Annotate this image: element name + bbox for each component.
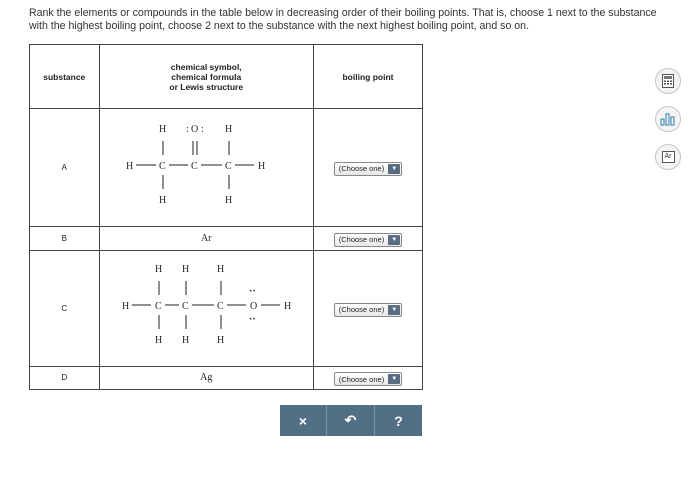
boiling-point-table — [29, 44, 423, 390]
side-tools — [655, 68, 681, 182]
rank-select-a[interactable] — [334, 162, 402, 176]
atom-h: H — [159, 123, 167, 135]
header-structure-line2: chemical formula — [171, 71, 242, 82]
table-row — [30, 109, 423, 226]
periodic-table-icon: Ar — [662, 151, 675, 163]
propanol-lewis-structure — [116, 256, 296, 356]
atom-c: C — [225, 160, 232, 172]
dropdown-arrow-icon: ▼ — [388, 164, 400, 174]
atom-h: H — [182, 263, 190, 275]
dropdown-arrow-icon: ▼ — [388, 235, 400, 245]
table-row — [30, 366, 423, 389]
row-label-a: A — [30, 109, 100, 226]
atom-c: C — [155, 300, 162, 312]
answer-toolbar — [280, 405, 422, 436]
lewis-structure-a — [99, 109, 313, 226]
header-structure-line3: or Lewis structure — [169, 81, 244, 92]
table-row — [30, 250, 423, 366]
rank-select-c-value: (Choose one) — [338, 305, 385, 315]
dropdown-arrow-icon: ▼ — [388, 374, 400, 384]
clear-button[interactable]: × — [280, 405, 326, 436]
row-label-b: B — [30, 226, 100, 250]
acetone-lewis-structure — [126, 115, 286, 215]
atom-o: O — [191, 123, 199, 135]
dropdown-arrow-icon: ▼ — [388, 305, 400, 315]
undo-button[interactable]: ↶ — [326, 405, 374, 436]
bar-chart-icon — [660, 112, 676, 126]
instructions-text: Rank the elements or compounds in the table below in decreasing order of their boiling points. That is, choose 1 next to the substance with the highest boiling point, choose 2 next to the substance with the next highest boiling point, and so on. — [29, 7, 657, 32]
atom-h: H — [122, 300, 130, 312]
formula-d: Ag — [99, 366, 313, 389]
atom-o: O — [250, 300, 258, 312]
data-chart-button[interactable] — [655, 106, 681, 132]
table-row — [30, 226, 423, 250]
lone-pair: : — [201, 123, 205, 135]
rank-select-a-value: (Choose one) — [338, 164, 385, 174]
atom-c: C — [217, 300, 224, 312]
rank-select-b-value: (Choose one) — [338, 235, 385, 245]
header-structure-line1: chemical symbol, — [170, 61, 242, 72]
atom-h: H — [284, 300, 292, 312]
atom-c: C — [191, 160, 198, 172]
atom-h: H — [155, 334, 163, 346]
atom-h: H — [217, 263, 225, 275]
atom-h: H — [258, 160, 266, 172]
header-substance: substance — [30, 45, 100, 109]
lone-pair: : — [186, 123, 190, 135]
rank-select-d[interactable] — [334, 372, 402, 386]
calculator-button[interactable] — [655, 68, 681, 94]
help-button[interactable]: ? — [374, 405, 422, 436]
periodic-table-button[interactable] — [655, 144, 681, 170]
lewis-structure-c — [99, 250, 313, 366]
rank-select-d-value: (Choose one) — [338, 374, 385, 384]
boiling-point-cell-b — [313, 226, 422, 250]
boiling-point-cell-d — [313, 366, 422, 389]
calculator-icon — [661, 74, 675, 88]
atom-h: H — [155, 263, 163, 275]
boiling-point-cell-a — [313, 109, 422, 226]
atom-h: H — [225, 123, 233, 135]
atom-h: H — [225, 194, 233, 206]
lone-pair-dots: ·· — [249, 285, 256, 297]
row-label-c: C — [30, 250, 100, 366]
atom-c: C — [182, 300, 189, 312]
lone-pair-dots: ·· — [249, 313, 256, 325]
boiling-point-cell-c — [313, 250, 422, 366]
atom-h: H — [159, 194, 167, 206]
atom-h: H — [126, 160, 134, 172]
formula-b: Ar — [99, 226, 313, 250]
atom-c: C — [159, 160, 166, 172]
rank-select-b[interactable] — [334, 233, 402, 247]
header-boiling-point: boiling point — [313, 45, 422, 109]
row-label-d: D — [30, 366, 100, 389]
rank-select-c[interactable] — [334, 303, 402, 317]
atom-h: H — [217, 334, 225, 346]
header-structure — [99, 45, 313, 109]
table-header-row — [30, 45, 423, 109]
atom-h: H — [182, 334, 190, 346]
